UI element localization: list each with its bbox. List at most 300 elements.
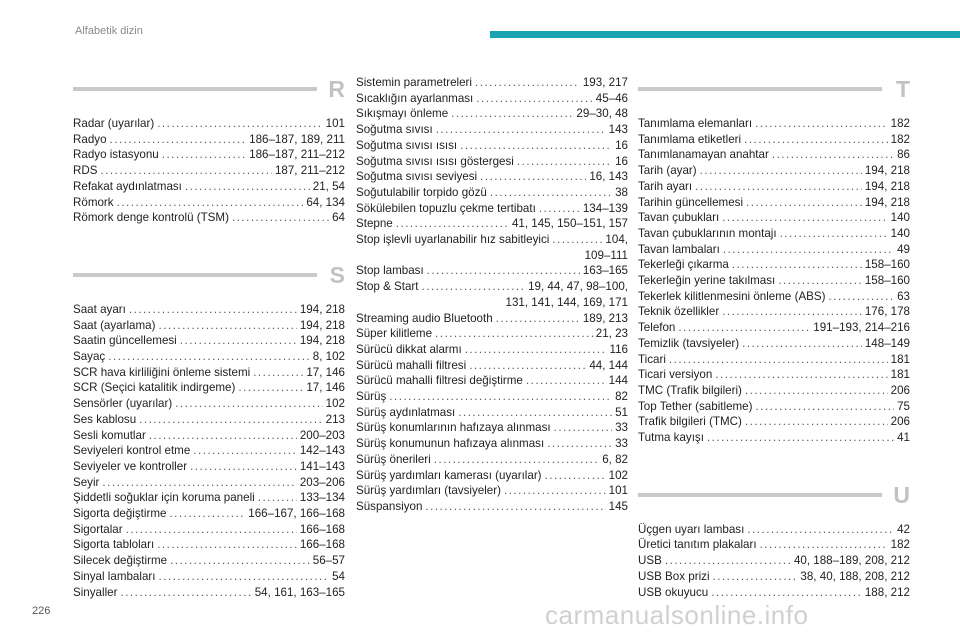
index-entry <box>73 396 345 412</box>
index-entry <box>73 506 345 522</box>
dot-leader <box>756 399 895 415</box>
index-column-1 <box>73 75 345 600</box>
entry-pages: 64, 134 <box>306 195 345 209</box>
index-entry <box>73 302 345 318</box>
entry-pages: 186–187, 189, 211 <box>249 132 345 146</box>
entry-term: Radyo <box>73 132 107 146</box>
dot-leader <box>760 537 888 553</box>
entry-pages: 182 <box>890 117 910 130</box>
index-entry <box>356 452 628 468</box>
dot-leader <box>745 383 888 399</box>
entry-term: Römork <box>73 195 114 209</box>
entry-term: Sigorta tabloları <box>73 538 155 552</box>
index-entry <box>356 75 628 91</box>
dot-leader <box>190 459 297 475</box>
entry-term: Temizlik (tavsiyeler) <box>638 336 740 350</box>
dot-leader <box>778 273 862 289</box>
dot-leader <box>490 185 612 201</box>
entry-pages: 134–139 <box>582 201 628 215</box>
section-header <box>638 481 910 516</box>
entry-term: SCR (Seçici katalitik indirgeme) <box>73 381 236 395</box>
entry-term: Tarih (ayar) <box>638 164 697 178</box>
entry-pages: 19, 44, 47, 98–100, <box>528 280 628 294</box>
entry-pages: 182 <box>890 538 910 552</box>
index-entry <box>73 443 345 459</box>
dot-leader <box>100 163 271 179</box>
entry-term: Silecek değiştirme <box>73 554 168 568</box>
entry-pages: 200–203 <box>299 428 345 442</box>
entry-term: Römork denge kontrolü (TSM) <box>73 211 229 225</box>
dot-leader <box>539 201 580 217</box>
dot-leader <box>476 91 592 107</box>
entry-pages: 166–167, 166–168 <box>248 507 345 521</box>
dot-leader <box>517 154 612 170</box>
entry-term: Şiddetli soğuklar için koruma paneli <box>73 491 255 505</box>
entry-pages: 41, 145, 150–151, 157 <box>511 217 628 231</box>
entry-pages-continued: 131, 141, 144, 169, 171 <box>505 295 628 309</box>
entry-term: Trafik bilgileri (TMC) <box>638 415 742 429</box>
entry-pages: 188, 212 <box>864 585 910 599</box>
dot-leader <box>157 537 297 553</box>
entry-pages: 166–168 <box>299 538 345 552</box>
index-entry <box>638 210 910 226</box>
index-entry <box>73 490 345 506</box>
entry-term: Sinyaller <box>73 585 118 599</box>
section-letter: R <box>328 76 345 102</box>
entry-term: Ticari versiyon <box>638 368 713 382</box>
index-entry <box>638 257 910 273</box>
index-entry <box>356 216 628 232</box>
dot-leader <box>545 468 606 484</box>
entry-pages: 176, 178 <box>864 305 910 319</box>
entry-term: Tavan çubuklarının montajı <box>638 226 777 240</box>
index-entry <box>638 399 910 415</box>
index-entry <box>356 122 628 138</box>
index-column-3 <box>638 75 910 600</box>
dot-leader <box>460 138 612 154</box>
entry-pages: 194, 218 <box>864 164 910 178</box>
entry-pages: 104, <box>605 233 628 247</box>
section-header <box>638 76 910 110</box>
index-entry <box>73 553 345 569</box>
index-entry <box>356 405 628 421</box>
entry-term: Streaming audio Bluetooth <box>356 311 493 325</box>
dot-leader <box>755 116 888 132</box>
index-entry <box>73 569 345 585</box>
dot-leader <box>157 116 322 132</box>
index-entry <box>638 430 910 446</box>
entry-pages: 21, 23 <box>595 327 628 341</box>
entry-pages: 16 <box>615 138 628 152</box>
index-entry <box>356 106 628 122</box>
index-entry <box>638 585 910 601</box>
index-entry <box>638 289 910 305</box>
entry-pages: 194, 218 <box>299 318 345 332</box>
dot-leader <box>723 242 894 258</box>
entry-term: Sürücü dikkat alarmı <box>356 342 462 356</box>
entry-term: Tarihin güncellemesi <box>638 195 744 209</box>
index-entry <box>356 185 628 201</box>
entry-pages: 191–193, 214–216 <box>813 321 910 335</box>
entry-term: Tekerleği çıkarma <box>638 258 729 272</box>
entry-term: Sürücü mahalli filtresi <box>356 358 467 372</box>
entry-term: Sıkışmayı önleme <box>356 107 449 121</box>
index-entry <box>638 367 910 383</box>
entry-term: Sigortalar <box>73 522 123 536</box>
entry-pages: 42 <box>897 522 910 536</box>
entry-term: Seviyeler ve kontroller <box>73 459 188 473</box>
entry-term: USB <box>638 554 662 568</box>
entry-pages: 17, 146 <box>306 365 345 379</box>
index-entry <box>356 232 628 248</box>
dot-leader <box>422 279 526 295</box>
dot-leader <box>742 336 862 352</box>
dot-leader <box>552 232 602 248</box>
entry-term: Tavan lambaları <box>638 242 720 256</box>
index-entry <box>356 468 628 484</box>
entry-pages: 163–165 <box>582 264 628 278</box>
index-entry <box>638 179 910 195</box>
entry-term: Soğutma sıvısı <box>356 123 433 137</box>
dot-leader <box>669 352 888 368</box>
dot-leader <box>108 349 310 365</box>
dot-leader <box>496 311 580 327</box>
entry-pages: 75 <box>897 399 910 413</box>
entry-term: Tutma kayışı <box>638 431 704 445</box>
dot-leader <box>722 304 862 320</box>
dot-leader <box>158 569 329 585</box>
section-header <box>73 261 345 296</box>
dot-leader <box>465 342 607 358</box>
entry-pages: 144 <box>608 374 628 388</box>
entry-term: Radyo istasyonu <box>73 148 159 162</box>
section-letter: U <box>893 481 910 508</box>
entry-term: Sistemin parametreleri <box>356 76 472 89</box>
section-letter: S <box>329 261 345 288</box>
entry-term: RDS <box>73 164 98 178</box>
entry-pages-continued: 109–111 <box>584 248 628 262</box>
dot-leader <box>695 179 862 195</box>
entry-term: Sesli komutlar <box>73 428 146 442</box>
index-entry <box>638 273 910 289</box>
entry-pages: 141–143 <box>299 459 345 473</box>
entry-pages: 16 <box>615 154 628 168</box>
index-entry <box>73 537 345 553</box>
entry-term: Tanımlama etiketleri <box>638 132 742 146</box>
dot-leader <box>678 320 810 336</box>
dot-leader <box>434 452 599 468</box>
section-rule <box>73 273 317 277</box>
entry-pages: 33 <box>615 421 628 435</box>
entry-pages: 49 <box>897 242 910 256</box>
entry-term: Sürüş konumunun hafızaya alınması <box>356 437 545 451</box>
index-entry <box>73 333 345 349</box>
dot-leader <box>745 414 888 430</box>
dot-leader <box>427 263 580 279</box>
entry-pages: 166–168 <box>299 522 345 536</box>
entry-pages: 189, 213 <box>582 311 628 325</box>
section-gap <box>638 446 910 481</box>
dot-leader <box>746 195 862 211</box>
index-entry <box>356 373 628 389</box>
dot-leader <box>232 210 329 226</box>
index-entry <box>638 163 910 179</box>
index-entry <box>73 522 345 538</box>
dot-leader <box>772 147 894 163</box>
dot-leader <box>780 226 888 242</box>
entry-term: Telefon <box>638 321 676 335</box>
entry-pages: 143 <box>608 123 628 137</box>
entry-pages: 206 <box>890 383 910 397</box>
index-section <box>73 261 345 600</box>
page-number: 226 <box>32 605 51 617</box>
dot-leader <box>170 553 310 569</box>
index-entry <box>638 320 910 336</box>
dot-leader <box>185 179 310 195</box>
index-entry <box>638 116 910 132</box>
entry-term: Refakat aydınlatması <box>73 179 182 193</box>
entry-pages: 51 <box>615 405 628 419</box>
index-entry <box>356 342 628 358</box>
entry-term: Sürüş yardımları kamerası (uyarılar) <box>356 468 542 482</box>
dot-leader <box>711 585 862 601</box>
header-accent-bar <box>490 31 960 38</box>
header-title: Alfabetik dizin <box>75 25 143 37</box>
entry-term: Ticari <box>638 352 666 366</box>
index-entry <box>638 304 910 320</box>
index-entry <box>73 195 345 211</box>
entry-term: Soğutma sıvısı seviyesi <box>356 170 478 184</box>
entry-term: Tarih ayarı <box>638 179 693 193</box>
dot-leader <box>744 132 888 148</box>
section-header <box>73 76 345 110</box>
entry-term: Seyir <box>73 475 100 489</box>
dot-leader <box>747 522 894 538</box>
index-entry <box>73 585 345 601</box>
entry-pages: 54 <box>332 569 345 583</box>
entry-term: Sensörler (uyarılar) <box>73 397 173 411</box>
entry-pages: 181 <box>890 368 910 382</box>
entry-pages: 38 <box>615 185 628 199</box>
dot-leader <box>707 430 894 446</box>
entry-pages: 158–160 <box>864 274 910 288</box>
dot-leader <box>158 318 296 334</box>
entry-term: Sürüş yardımları (tavsiyeler) <box>356 484 501 498</box>
index-entry <box>356 358 628 374</box>
entry-term: USB Box prizi <box>638 569 710 583</box>
entry-pages: 45–46 <box>595 91 628 105</box>
entry-pages: 29–30, 48 <box>576 107 628 121</box>
index-entry <box>356 263 628 279</box>
dot-leader <box>700 163 862 179</box>
entry-pages: 41 <box>897 431 910 445</box>
entry-term: Tanımlama elemanları <box>638 117 753 130</box>
index-entry <box>73 365 345 381</box>
entry-term: Saat ayarı <box>73 302 126 316</box>
entry-term: Radar (uyarılar) <box>73 117 155 130</box>
entry-pages: 194, 218 <box>864 195 910 209</box>
dot-leader <box>665 553 791 569</box>
entry-term: Top Tether (sabitleme) <box>638 399 753 413</box>
entry-term: Sürüş <box>356 390 387 404</box>
index-entry <box>638 553 910 569</box>
dot-leader <box>480 169 586 185</box>
index-entry <box>356 154 628 170</box>
entry-term: Süspansiyon <box>356 499 423 513</box>
index-entry <box>638 242 910 258</box>
dot-leader <box>149 428 297 444</box>
dot-leader <box>175 396 322 412</box>
entry-term: Soğutulabilir torpido gözü <box>356 185 487 199</box>
entry-term: Üçgen uyarı lambası <box>638 522 745 536</box>
entry-term: Sürüş önerileri <box>356 452 431 466</box>
index-entry <box>638 336 910 352</box>
entry-term: Stepne <box>356 217 393 231</box>
entry-pages: 102 <box>325 397 345 411</box>
dot-leader <box>253 365 303 381</box>
index-entry <box>73 380 345 396</box>
section-rule <box>638 87 882 91</box>
dot-leader <box>162 147 246 163</box>
entry-term: Süper kilitleme <box>356 327 433 341</box>
dot-leader <box>425 499 605 515</box>
index-column-2 <box>356 75 628 515</box>
entry-term: USB okuyucu <box>638 585 709 599</box>
dot-leader <box>722 210 887 226</box>
dot-leader <box>435 326 593 342</box>
index-entry <box>73 318 345 334</box>
dot-leader <box>120 585 251 601</box>
entry-pages: 193, 217 <box>582 76 628 89</box>
entry-pages: 186–187, 211–212 <box>249 148 345 162</box>
index-entry <box>73 163 345 179</box>
index-entry <box>638 414 910 430</box>
dot-leader <box>547 436 612 452</box>
dot-leader <box>396 216 509 232</box>
dot-leader <box>451 106 573 122</box>
index-entry <box>73 412 345 428</box>
entry-pages: 40, 188–189, 208, 212 <box>793 554 910 568</box>
entry-term: Soğutma sıvısı ısısı <box>356 138 458 152</box>
dot-leader <box>469 358 586 374</box>
entry-pages: 64 <box>332 211 345 225</box>
dot-leader <box>110 132 247 148</box>
dot-leader <box>526 373 606 389</box>
entry-pages: 181 <box>890 352 910 366</box>
entry-term: Saatin güncellemesi <box>73 334 177 348</box>
entry-term: Tavan çubukları <box>638 211 720 225</box>
entry-pages: 8, 102 <box>312 350 345 364</box>
dot-leader <box>458 405 612 421</box>
dot-leader <box>180 333 297 349</box>
entry-term: Sürücü mahalli filtresi değiştirme <box>356 374 523 388</box>
entry-pages: 213 <box>325 412 345 426</box>
entry-term: Saat (ayarlama) <box>73 318 156 332</box>
dot-leader <box>389 389 612 405</box>
entry-term: Sayaç <box>73 350 106 364</box>
index-entry <box>356 483 628 499</box>
entry-term: Teknik özellikler <box>638 305 720 319</box>
index-entry <box>638 147 910 163</box>
entry-term: Tanımlanamayan anahtar <box>638 148 769 162</box>
dot-leader <box>102 475 296 491</box>
index-entry <box>73 210 345 226</box>
entry-pages: 44, 144 <box>589 358 628 372</box>
section-letter: T <box>895 76 910 102</box>
entry-pages: 6, 82 <box>602 452 628 466</box>
entry-term: Stop lambası <box>356 264 424 278</box>
dot-leader <box>258 490 297 506</box>
entry-pages: 148–149 <box>864 336 910 350</box>
index-entry <box>73 428 345 444</box>
index-section <box>638 481 910 601</box>
entry-term: Sinyal lambaları <box>73 569 156 583</box>
entry-pages: 38, 40, 188, 208, 212 <box>800 569 910 583</box>
entry-pages: 16, 143 <box>589 170 628 184</box>
index-entry <box>638 195 910 211</box>
entry-term: Sökülebilen topuzlu çekme tertibatı <box>356 201 536 215</box>
entry-term: SCR hava kirliliğini önleme sistemi <box>73 365 251 379</box>
index-entry <box>356 201 628 217</box>
index-entry <box>356 420 628 436</box>
entry-pages: 206 <box>890 415 910 429</box>
entry-pages: 101 <box>325 117 345 130</box>
dot-leader <box>139 412 322 428</box>
entry-term: Seviyeleri kontrol etme <box>73 444 191 458</box>
index-entry <box>73 179 345 195</box>
watermark: carmanualsonline.info <box>545 600 809 630</box>
entry-term: Tekerlek kilitlenmesini önleme (ABS) <box>638 289 826 303</box>
entry-term: Sıcaklığın ayarlanması <box>356 91 474 105</box>
entry-pages: 82 <box>615 390 628 404</box>
dot-leader <box>117 195 304 211</box>
entry-term: Ses kablosu <box>73 412 137 426</box>
index-entry <box>73 132 345 148</box>
entry-term: Soğutma sıvısı ısısı göstergesi <box>356 154 514 168</box>
index-entry <box>638 226 910 242</box>
index-entry <box>356 169 628 185</box>
dot-leader <box>129 302 297 318</box>
index-entry <box>73 349 345 365</box>
index-entry <box>638 537 910 553</box>
index-entry <box>73 475 345 491</box>
dot-leader <box>504 483 606 499</box>
index-entry <box>356 311 628 327</box>
entry-term: Stop & Start <box>356 280 419 294</box>
index-entry <box>638 132 910 148</box>
entry-pages: 142–143 <box>299 444 345 458</box>
dot-leader <box>732 257 862 273</box>
index-entry <box>73 459 345 475</box>
entry-term: Sürüş aydınlatması <box>356 405 456 419</box>
dot-leader <box>238 380 303 396</box>
entry-pages: 21, 54 <box>312 179 345 193</box>
entry-pages: 187, 211–212 <box>274 164 345 178</box>
index-entry <box>73 116 345 132</box>
index-entry <box>356 138 628 154</box>
entry-pages: 101 <box>608 484 628 498</box>
entry-pages: 33 <box>615 437 628 451</box>
entry-pages: 86 <box>897 148 910 162</box>
index-entry <box>356 326 628 342</box>
index-section <box>73 76 345 226</box>
section-rule <box>638 493 882 497</box>
entry-pages: 63 <box>897 289 910 303</box>
dot-leader <box>193 443 297 459</box>
index-entry <box>638 352 910 368</box>
dot-leader <box>126 522 297 538</box>
entry-pages: 194, 218 <box>299 334 345 348</box>
